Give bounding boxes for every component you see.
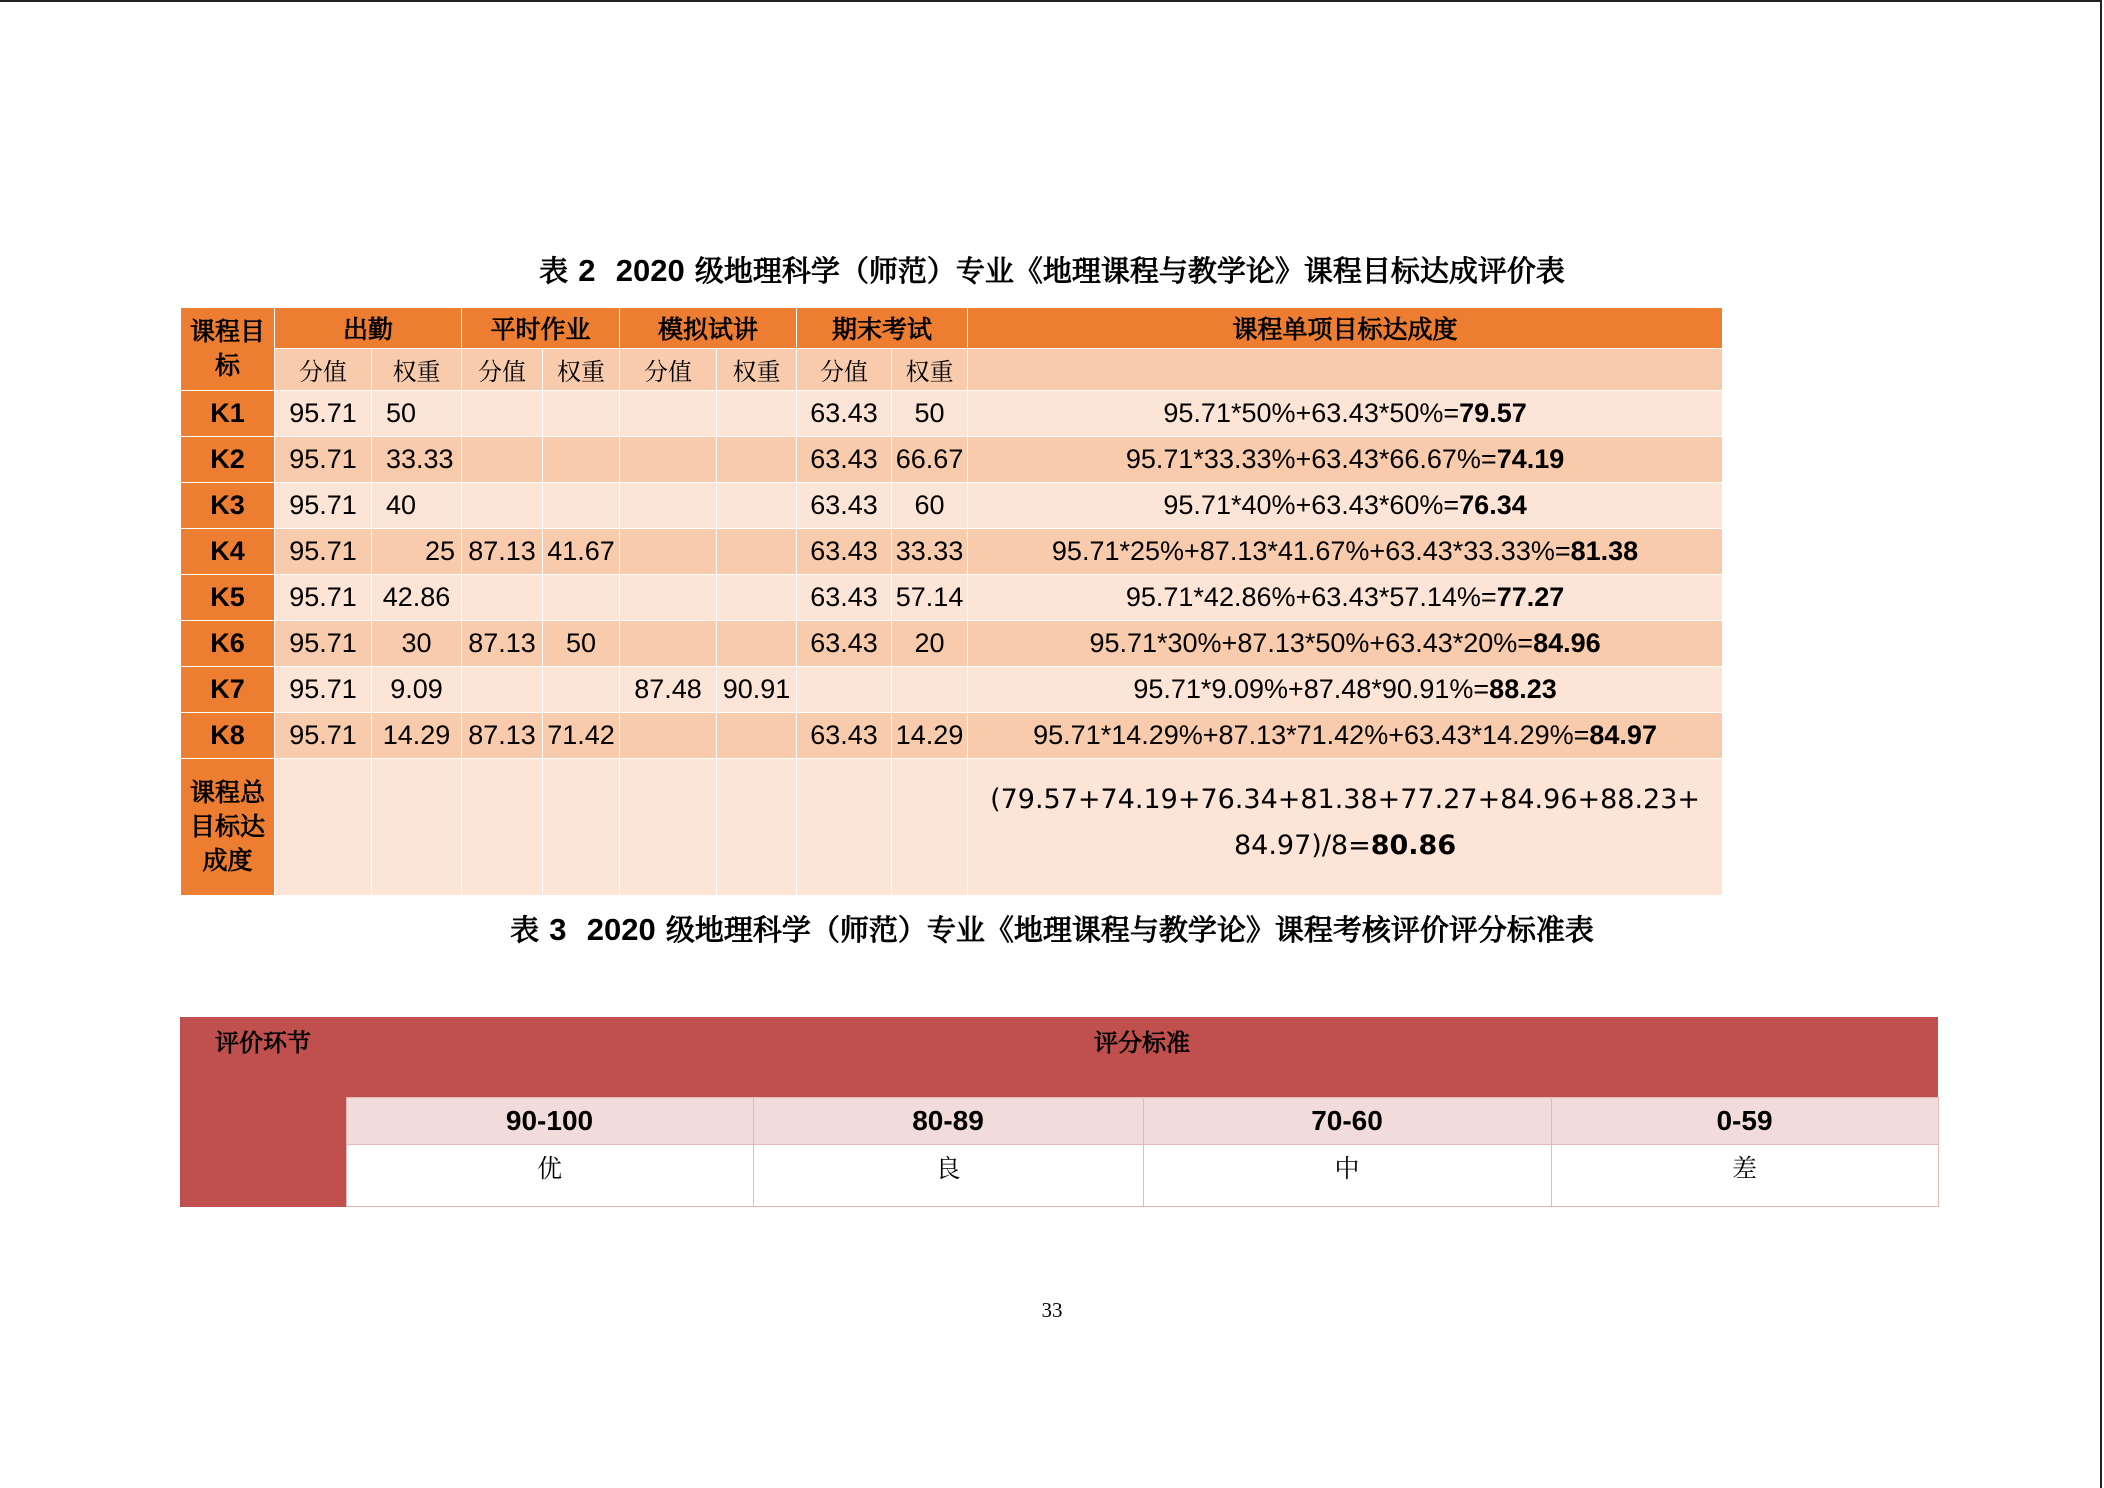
mock-weight: [717, 621, 797, 667]
header-homework: 平时作业: [462, 308, 620, 349]
subheader-weight: 权重: [372, 349, 462, 391]
header-mock-lecture: 模拟试讲: [620, 308, 797, 349]
formula-result: 84.97: [1589, 720, 1657, 750]
attendance-weight: 33.33: [372, 437, 462, 483]
row-key: K4: [181, 529, 275, 575]
achievement-formula: [968, 667, 1723, 713]
mock-weight: 90.91: [717, 667, 797, 713]
formula-text: 95.71*25%+87.13*41.67%+63.43*33.33%=: [1051, 536, 1571, 566]
grade-level: 优: [346, 1145, 753, 1207]
mock-score: [620, 713, 717, 759]
row-key: K8: [181, 713, 275, 759]
mock-score: 87.48: [620, 667, 717, 713]
subheader-blank: [968, 349, 1723, 391]
caption-text: 级地理科学（师范）专业《地理课程与教学论》课程考核评价评分标准表: [665, 913, 1594, 947]
final-score: 63.43: [797, 391, 892, 437]
stage-label: 评价环节: [180, 1017, 346, 1098]
mock-score: [620, 483, 717, 529]
homework-score: [462, 437, 543, 483]
grade-range: 0-59: [1551, 1098, 1938, 1145]
homework-score: 87.13: [462, 713, 543, 759]
formula-result: 74.19: [1496, 444, 1565, 474]
final-score: 63.43: [797, 621, 892, 667]
row-key: K5: [181, 575, 275, 621]
table-subheader-row: [181, 349, 1723, 391]
attendance-weight: 42.86: [372, 575, 462, 621]
mock-weight: [717, 529, 797, 575]
row-key: K2: [181, 437, 275, 483]
page-number: 33: [1041, 1298, 1063, 1322]
subheader-score: 分值: [275, 349, 372, 391]
table-row: [181, 575, 1723, 621]
final-weight: 60: [892, 483, 968, 529]
table-row: [181, 529, 1723, 575]
attendance-score: 95.71: [275, 713, 372, 759]
homework-weight: [543, 575, 620, 621]
attendance-weight: 40: [372, 483, 462, 529]
mock-score: [620, 621, 717, 667]
grade-range: 80-89: [753, 1098, 1143, 1145]
achievement-formula: [968, 483, 1723, 529]
final-weight: 57.14: [892, 575, 968, 621]
final-score: 63.43: [797, 529, 892, 575]
attendance-weight: 30: [372, 621, 462, 667]
attendance-score: 95.71: [275, 483, 372, 529]
empty-cell: [372, 759, 462, 896]
empty-cell: [462, 759, 543, 896]
attendance-score: 95.71: [275, 529, 372, 575]
table3-caption: [0, 908, 2104, 949]
subheader-weight: 权重: [892, 349, 968, 391]
criteria-label: 评分标准: [346, 1017, 1938, 1098]
homework-score: [462, 391, 543, 437]
subheader-weight: 权重: [717, 349, 797, 391]
total-formula-line1: (79.57+74.19+76.34+81.38+77.27+84.96+88.23+: [990, 784, 1701, 815]
formula-result: 79.57: [1459, 398, 1527, 428]
achievement-formula: [968, 529, 1723, 575]
final-weight: 50: [892, 391, 968, 437]
subheader-score: 分值: [797, 349, 892, 391]
grading-standard-table: [180, 1017, 1939, 1207]
achievement-formula: [968, 713, 1723, 759]
homework-weight: [543, 437, 620, 483]
empty-cell: [543, 759, 620, 896]
homework-score: [462, 575, 543, 621]
table-row: [181, 437, 1723, 483]
achievement-formula: [968, 437, 1723, 483]
empty-cell: [717, 759, 797, 896]
grade-level: 差: [1551, 1145, 1938, 1207]
formula-text: 95.71*42.86%+63.43*57.14%=: [1125, 582, 1497, 612]
formula-result: 77.27: [1496, 582, 1565, 612]
final-weight: 33.33: [892, 529, 968, 575]
empty-cell: [275, 759, 372, 896]
table-row: [181, 621, 1723, 667]
formula-text: 95.71*40%+63.43*60%=: [1163, 490, 1460, 520]
header-objective: 课程目标: [181, 308, 275, 391]
row-key: K1: [181, 391, 275, 437]
formula-text: 95.71*50%+63.43*50%=: [1163, 398, 1460, 428]
formula-text: 95.71*14.29%+87.13*71.42%+63.43*14.29%=: [1033, 720, 1590, 750]
grade-range-row: [180, 1098, 1938, 1145]
homework-weight: 41.67: [543, 529, 620, 575]
caption-number: 3: [549, 912, 567, 947]
attendance-weight: 9.09: [372, 667, 462, 713]
formula-text: 95.71*33.33%+63.43*66.67%=: [1125, 444, 1497, 474]
total-row: [181, 759, 1723, 896]
homework-weight: [543, 391, 620, 437]
mock-weight: [717, 483, 797, 529]
homework-score: [462, 483, 543, 529]
formula-text: 95.71*9.09%+87.48*90.91%=: [1133, 674, 1490, 704]
attendance-score: 95.71: [275, 437, 372, 483]
homework-score: 87.13: [462, 529, 543, 575]
grade-range: 70-60: [1143, 1098, 1551, 1145]
formula-result: 76.34: [1459, 490, 1527, 520]
attendance-score: 95.71: [275, 621, 372, 667]
subheader-score: 分值: [620, 349, 717, 391]
table-header-row: [181, 308, 1723, 349]
mock-score: [620, 437, 717, 483]
attendance-score: 95.71: [275, 391, 372, 437]
total-formula: [968, 759, 1723, 896]
attendance-score: 95.71: [275, 667, 372, 713]
row-key: K7: [181, 667, 275, 713]
total-result: 80.86: [1370, 830, 1457, 861]
row-key: K3: [181, 483, 275, 529]
table3-header-row: [180, 1017, 1938, 1098]
table-row: [181, 713, 1723, 759]
empty-cell: [797, 759, 892, 896]
total-label: 课程总目标达成度: [181, 759, 275, 896]
homework-weight: 71.42: [543, 713, 620, 759]
achievement-formula: [968, 621, 1723, 667]
row-key: K6: [181, 621, 275, 667]
header-attendance: 出勤: [275, 308, 462, 349]
final-weight: 66.67: [892, 437, 968, 483]
table-row: [181, 667, 1723, 713]
final-score: 63.43: [797, 437, 892, 483]
final-score: [797, 667, 892, 713]
final-score: 63.43: [797, 483, 892, 529]
final-weight: [892, 667, 968, 713]
empty-cell: [892, 759, 968, 896]
achievement-formula: [968, 391, 1723, 437]
mock-weight: [717, 713, 797, 759]
mock-weight: [717, 575, 797, 621]
subheader-weight: 权重: [543, 349, 620, 391]
mock-score: [620, 575, 717, 621]
caption-prefix: 表: [510, 913, 540, 947]
final-score: 63.43: [797, 713, 892, 759]
formula-text: 95.71*30%+87.13*50%+63.43*20%=: [1089, 628, 1534, 658]
formula-result: 88.23: [1489, 674, 1557, 704]
grade-level-row: [180, 1145, 1938, 1207]
header-achievement: 课程单项目标达成度: [968, 308, 1723, 349]
caption-text: 级地理科学（师范）专业《地理课程与教学论》课程目标达成评价表: [694, 254, 1565, 288]
grade-level: 中: [1143, 1145, 1551, 1207]
attendance-score: 95.71: [275, 575, 372, 621]
table-row: [181, 483, 1723, 529]
table-row: [181, 391, 1723, 437]
subheader-score: 分值: [462, 349, 543, 391]
header-final-exam: 期末考试: [797, 308, 968, 349]
stage-cell: [180, 1098, 346, 1207]
homework-weight: [543, 483, 620, 529]
achievement-formula: [968, 575, 1723, 621]
homework-score: 87.13: [462, 621, 543, 667]
mock-score: [620, 529, 717, 575]
attendance-weight: 50: [372, 391, 462, 437]
formula-result: 84.96: [1533, 628, 1601, 658]
final-score: 63.43: [797, 575, 892, 621]
mock-score: [620, 391, 717, 437]
mock-weight: [717, 437, 797, 483]
homework-weight: [543, 667, 620, 713]
final-weight: 14.29: [892, 713, 968, 759]
caption-year: 2020: [586, 912, 656, 947]
caption-number: 2: [578, 253, 596, 288]
homework-score: [462, 667, 543, 713]
caption-prefix: 表: [539, 254, 569, 288]
caption-year: 2020: [615, 253, 685, 288]
attendance-weight: 14.29: [372, 713, 462, 759]
total-formula-text: 84.97)/8=: [1233, 830, 1371, 861]
grade-range: 90-100: [346, 1098, 753, 1145]
attendance-weight: 25: [372, 529, 462, 575]
mock-weight: [717, 391, 797, 437]
homework-weight: 50: [543, 621, 620, 667]
table2-caption: [0, 249, 2104, 290]
empty-cell: [620, 759, 717, 896]
final-weight: 20: [892, 621, 968, 667]
grade-level: 良: [753, 1145, 1143, 1207]
total-formula-line2: [968, 823, 1722, 869]
achievement-table: [180, 307, 1723, 896]
formula-result: 81.38: [1570, 536, 1639, 566]
